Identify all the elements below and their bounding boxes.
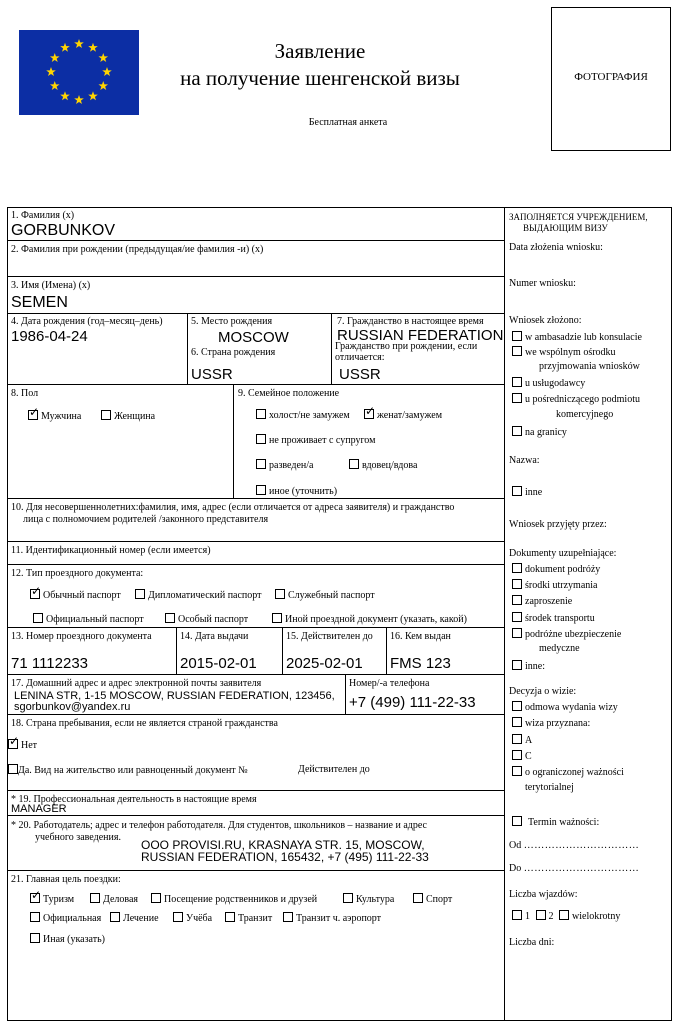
doc-special-label: Особый паспорт — [178, 614, 249, 625]
sidebar-means-label: środki utrzymania — [525, 580, 598, 591]
residence-valid-label: Действителен до — [298, 764, 370, 775]
field-19-label: * 19. Профессиональная деятельность в настоящие время — [11, 794, 257, 805]
employer-value-2[interactable]: RUSSIAN FEDERATION, 165432, +7 (495) 111-22-33 — [141, 850, 429, 864]
purpose-study-label: Учёба — [186, 913, 213, 924]
sidebar-embassy-option[interactable] — [512, 331, 642, 344]
marital-separated-checkbox[interactable] — [256, 434, 266, 444]
field-3-label: 3. Имя (Имена) (x) — [11, 280, 91, 291]
purpose-culture-option[interactable] — [343, 893, 394, 906]
birth-place-value[interactable]: MOSCOW — [218, 329, 289, 346]
sidebar-provider-option[interactable] — [512, 377, 585, 390]
marital-divorced-checkbox[interactable] — [256, 459, 266, 469]
address-value-1[interactable]: LENINA STR, 1-15 MOSCOW, RUSSIAN FEDERATION, 123456, — [14, 690, 335, 702]
title-line-1: Заявление — [274, 39, 366, 63]
sidebar-means-checkbox[interactable] — [512, 579, 522, 589]
sidebar-validity-checkbox[interactable] — [512, 816, 522, 826]
passport-number-value[interactable]: 71 1112233 — [11, 655, 89, 672]
sidebar-accepted: Wniosek przyjęty przez: — [509, 519, 607, 530]
residence-no-checkbox[interactable] — [8, 739, 18, 749]
sidebar-invitation-label: zaproszenie — [525, 596, 573, 607]
sidebar-common-checkbox[interactable] — [512, 346, 522, 356]
marital-single-checkbox[interactable] — [256, 409, 266, 419]
doc-diplomatic-label: Дипломатический паспорт — [148, 590, 262, 601]
surname-value[interactable]: GORBUNKOV — [11, 222, 116, 239]
citizenship-value[interactable]: RUSSIAN FEDERATION — [337, 327, 504, 344]
sidebar-visa-c-option[interactable] — [512, 750, 532, 763]
birth-country-value[interactable]: USSR — [191, 366, 233, 383]
sidebar-intermediary-label: u pośredniczącego podmiotu — [525, 394, 640, 405]
purpose-medical-checkbox[interactable] — [110, 912, 120, 922]
sidebar-common-option[interactable] — [512, 346, 616, 359]
sidebar-travel-doc-checkbox[interactable] — [512, 563, 522, 573]
purpose-visit-checkbox[interactable] — [151, 893, 161, 903]
marital-separated-label: не проживает с супругом — [269, 435, 376, 446]
address-value-2[interactable]: sgorbunkov@yandex.ru — [14, 701, 131, 713]
doc-ordinary-checkbox[interactable] — [30, 589, 40, 599]
occupation-value[interactable]: MANAGER — [11, 803, 67, 815]
purpose-airport-option[interactable] — [283, 912, 381, 925]
sidebar-invitation-option[interactable] — [512, 595, 572, 608]
field-1-label: 1. Фамилия (x) — [11, 210, 75, 221]
residence-yes-checkbox[interactable] — [8, 764, 18, 774]
marital-other-label: иное (уточнить) — [269, 486, 338, 497]
purpose-tourism-option[interactable] — [30, 893, 74, 906]
field-2-label: 2. Фамилия при рождении (предыдущая/ие фамилия -и) (x) — [11, 244, 264, 255]
sidebar-from-dots[interactable]: …………………………… — [523, 840, 640, 851]
issue-date-value[interactable]: 2015-02-01 — [180, 655, 257, 672]
eu-stars-icon — [19, 30, 139, 115]
phone-value[interactable]: +7 (499) 111-22-33 — [349, 694, 476, 711]
field-17-label: 17. Домашний адрес и адрес электронной почты заявителя — [11, 678, 262, 689]
sidebar-refused-label: odmowa wydania wizy — [525, 702, 618, 713]
sidebar-visa-a-label: A — [525, 735, 533, 746]
doc-special-checkbox[interactable] — [165, 613, 175, 623]
purpose-visit-option[interactable] — [151, 893, 317, 906]
photo-label: ФОТОГРАФИЯ — [574, 71, 648, 83]
employer-value-1[interactable]: OOO PROVISI.RU, KRASNAYA STR. 15, MOSCOW, — [141, 838, 425, 852]
photo-box — [551, 7, 671, 151]
doc-ordinary-label: Обычный паспорт — [43, 590, 121, 601]
sidebar-visa-a-option[interactable] — [512, 734, 532, 747]
field-20-label-2: учебного заведения. — [35, 832, 121, 843]
field-20-label-1: * 20. Работодатель; адрес и телефон работодателя. Для студентов, школьников – название и адрес — [11, 820, 427, 831]
sidebar-entries-two-label: 2 — [548, 911, 554, 922]
sidebar-until-label: Do — [509, 863, 522, 874]
doc-ordinary-option[interactable] — [30, 589, 121, 602]
form-title — [160, 38, 480, 92]
sidebar-border-option[interactable] — [512, 426, 567, 439]
sidebar-granted-option[interactable] — [512, 717, 590, 730]
sidebar-docs: Dokumenty uzupełniające: — [509, 548, 617, 559]
purpose-transit-checkbox[interactable] — [225, 912, 235, 922]
sex-male-option[interactable] — [28, 410, 81, 423]
purpose-airport-checkbox[interactable] — [283, 912, 293, 922]
sidebar-validity-option[interactable] — [512, 816, 599, 829]
purpose-business-label: Деловая — [103, 894, 138, 905]
birth-citizenship-value[interactable]: USSR — [339, 366, 381, 383]
doc-official-label: Официальный паспорт — [46, 614, 144, 625]
doc-special-option[interactable] — [165, 613, 248, 626]
sidebar-transport-label: środek transportu — [525, 613, 595, 624]
sidebar-date: Data złożenia wniosku: — [509, 242, 603, 253]
purpose-transit-label: Транзит — [238, 913, 273, 924]
marital-other-checkbox[interactable] — [256, 485, 266, 495]
sidebar-refused-option[interactable] — [512, 701, 618, 714]
sidebar-other-option[interactable] — [512, 486, 542, 499]
sidebar-common-label-2: przyjmowania wniosków — [539, 361, 640, 372]
sidebar-heading-1: ЗАПОЛНЯЕТСЯ УЧРЕЖДЕНИЕМ, — [509, 212, 648, 222]
field-10-label-2: лица с полномочием родителей /законного представителя — [23, 514, 269, 525]
marital-married-label: женат/замужем — [377, 410, 443, 421]
marital-widowed-option[interactable] — [349, 459, 417, 472]
sidebar-intermediary-option[interactable] — [512, 393, 640, 406]
sidebar-limited-checkbox[interactable] — [512, 766, 522, 776]
sex-male-label: Мужчина — [41, 411, 82, 422]
field-5-label: 5. Место рождения — [191, 316, 273, 327]
marital-other-option[interactable] — [256, 485, 337, 498]
purpose-transit-option[interactable] — [225, 912, 272, 925]
marital-single-option[interactable] — [256, 409, 350, 422]
sidebar-intermediary-checkbox[interactable] — [512, 393, 522, 403]
purpose-official-option[interactable] — [30, 912, 101, 925]
purpose-tourism-checkbox[interactable] — [30, 893, 40, 903]
sidebar-from-label: Od — [509, 840, 522, 851]
sidebar-common-label: we wspólnym ośrodku — [525, 347, 616, 358]
purpose-study-checkbox[interactable] — [173, 912, 183, 922]
sidebar-transport-option[interactable] — [512, 612, 595, 625]
doc-official-option[interactable] — [33, 613, 144, 626]
purpose-official-checkbox[interactable] — [30, 912, 40, 922]
field-6-label: 6. Страна рождения — [191, 347, 276, 358]
sidebar-entries-one-checkbox[interactable] — [512, 910, 522, 920]
birth-date-value[interactable]: 1986-04-24 — [11, 328, 88, 345]
doc-diplomatic-option[interactable] — [135, 589, 262, 602]
sex-female-label: Женщина — [114, 411, 156, 422]
purpose-business-checkbox[interactable] — [90, 893, 100, 903]
marital-married-option[interactable] — [364, 409, 442, 422]
marital-widowed-checkbox[interactable] — [349, 459, 359, 469]
sidebar-embassy-checkbox[interactable] — [512, 331, 522, 341]
sidebar-visa-c-label: C — [525, 751, 532, 762]
first-name-value[interactable]: SEMEN — [11, 294, 68, 311]
doc-other-label: Иной проездной документ (указать, какой) — [285, 614, 467, 625]
sidebar-provider-checkbox[interactable] — [512, 377, 522, 387]
sex-female-option[interactable] — [101, 410, 155, 423]
purpose-medical-label: Лечение — [123, 913, 159, 924]
doc-service-label: Служебный паспорт — [288, 590, 375, 601]
field-10-label-1: 10. Для несовершеннолетних:фамилия, имя, адрес (если отличается от адреса заявителя) и гражданство — [11, 502, 455, 513]
sidebar-docs-other-option[interactable] — [512, 660, 545, 673]
doc-diplomatic-checkbox[interactable] — [135, 589, 145, 599]
field-11-label: 11. Идентификационный номер (если имеется) — [11, 545, 211, 556]
sidebar-from-row — [509, 840, 639, 852]
field-17b-label: Номер/-а телефона — [349, 678, 430, 689]
field-14-label: 14. Дата выдачи — [180, 631, 249, 642]
sidebar-insurance-label: podróżne ubezpieczenie — [525, 629, 622, 640]
sidebar-days: Liczba dni: — [509, 937, 555, 948]
doc-official-checkbox[interactable] — [33, 613, 43, 623]
field-13-label: 13. Номер проездного документа — [11, 631, 152, 642]
issued-by-value[interactable]: FMS 123 — [390, 655, 451, 672]
sidebar-limited-label-2: terytorialnej — [525, 782, 574, 793]
marital-separated-option[interactable] — [256, 434, 375, 447]
sidebar-entries-one-label: 1 — [525, 911, 530, 922]
marital-divorced-label: разведен/а — [269, 460, 314, 471]
sidebar-travel-doc-label: dokument podróży — [525, 564, 601, 575]
sidebar-name: Nazwa: — [509, 455, 540, 466]
sidebar-heading-2: ВЫДАЮЩИМ ВИЗУ — [523, 223, 608, 233]
doc-other-checkbox[interactable] — [272, 613, 282, 623]
sidebar-docs-other-label: inne: — [525, 661, 545, 672]
sidebar-entries-options — [512, 910, 620, 923]
sidebar-granted-label: wiza przyznana: — [525, 718, 591, 729]
sidebar-means-option[interactable] — [512, 579, 597, 592]
field-7b-label-2: отличается: — [335, 352, 385, 363]
sidebar-border-label: na granicy — [525, 427, 567, 438]
field-16-label: 16. Кем выдан — [390, 631, 451, 642]
sidebar-granted-checkbox[interactable] — [512, 717, 522, 727]
sidebar-limited-label: o ograniczonej ważności — [525, 767, 624, 778]
marital-single-label: холост/не замужем — [269, 410, 350, 421]
doc-other-option[interactable] — [272, 613, 467, 626]
eu-flag — [19, 30, 139, 115]
residence-yes-label: Да. Вид на жительство или равноценный документ № — [18, 765, 248, 776]
field-15-label: 15. Действителен до — [286, 631, 373, 642]
marital-widowed-label: вдовец/вдова — [362, 460, 418, 471]
form-subtitle: Бесплатная анкета — [308, 117, 388, 128]
purpose-official-label: Официальная — [43, 913, 102, 924]
sidebar-decision: Decyzja o wizie: — [509, 686, 577, 697]
sidebar-insurance-option[interactable] — [512, 628, 621, 641]
sidebar-visa-a-checkbox[interactable] — [512, 734, 522, 744]
sidebar-validity-label: Termin ważności: — [528, 817, 600, 828]
sidebar-transport-checkbox[interactable] — [512, 612, 522, 622]
field-7b-label-1: Гражданство при рождении, если — [335, 341, 478, 352]
sidebar-entries-two-checkbox[interactable] — [536, 910, 546, 920]
field-8-label: 8. Пол — [11, 388, 39, 399]
sidebar-border-checkbox[interactable] — [512, 426, 522, 436]
sidebar-until-row — [509, 863, 639, 875]
purpose-business-option[interactable] — [90, 893, 138, 906]
purpose-sport-label: Спорт — [426, 894, 453, 905]
field-12-label: 12. Тип проездного документа: — [11, 568, 144, 579]
purpose-other-checkbox[interactable] — [30, 933, 40, 943]
sidebar-entries-multiple-label: wielokrotny — [572, 911, 621, 922]
purpose-culture-label: Культура — [356, 894, 395, 905]
doc-service-option[interactable] — [275, 589, 375, 602]
purpose-sport-checkbox[interactable] — [413, 893, 423, 903]
field-9-label: 9. Семейное положение — [238, 388, 340, 399]
sidebar-provider-label: u usługodawcy — [525, 378, 586, 389]
marital-divorced-option[interactable] — [256, 459, 313, 472]
sex-male-checkbox[interactable] — [28, 410, 38, 420]
sidebar-embassy-label: w ambasadzie lub konsulacie — [525, 332, 642, 343]
sidebar-insurance-checkbox[interactable] — [512, 628, 522, 638]
sidebar-docs-other-checkbox[interactable] — [512, 660, 522, 670]
field-18-label: 18. Страна пребывания, если не является страной гражданства — [11, 718, 278, 729]
sidebar-until-dots[interactable]: …………………………… — [523, 863, 640, 874]
purpose-culture-checkbox[interactable] — [343, 893, 353, 903]
sidebar-entries-multiple-checkbox[interactable] — [559, 910, 569, 920]
field-7-label: 7. Гражданство в настоящее время — [337, 316, 484, 327]
marital-married-checkbox[interactable] — [364, 409, 374, 419]
sidebar-submitted: Wniosek złożono: — [509, 315, 582, 326]
sidebar-number: Numer wniosku: — [509, 278, 576, 289]
field-4-label: 4. Дата рождения (год–месяц–день) — [11, 316, 163, 327]
field-21-label: 21. Главная цель поездки: — [11, 874, 121, 885]
valid-until-value[interactable]: 2025-02-01 — [286, 655, 363, 672]
purpose-medical-option[interactable] — [110, 912, 159, 925]
purpose-other-label: Иная (указать) — [43, 934, 105, 945]
purpose-airport-label: Транзит ч. аэропорт — [296, 913, 382, 924]
title-line-2: на получение шенгенской визы — [180, 66, 460, 90]
residence-no-option[interactable] — [8, 739, 37, 752]
sidebar-entries: Liczba wjazdów: — [509, 889, 578, 900]
sidebar-refused-checkbox[interactable] — [512, 701, 522, 711]
sidebar-invitation-checkbox[interactable] — [512, 595, 522, 605]
sidebar-other-checkbox[interactable] — [512, 486, 522, 496]
sidebar-travel-doc-option[interactable] — [512, 563, 600, 576]
purpose-other-option[interactable] — [30, 933, 105, 946]
doc-service-checkbox[interactable] — [275, 589, 285, 599]
sidebar-other-label: inne — [525, 487, 543, 498]
sidebar-limited-option[interactable] — [512, 766, 624, 779]
sidebar-intermediary-label-2: komercyjnego — [556, 409, 614, 420]
sidebar-visa-c-checkbox[interactable] — [512, 750, 522, 760]
purpose-tourism-label: Туризм — [43, 894, 75, 905]
purpose-sport-option[interactable] — [413, 893, 452, 906]
purpose-visit-label: Посещение родственников и друзей — [164, 894, 318, 905]
purpose-study-option[interactable] — [173, 912, 212, 925]
sidebar-insurance-label-2: medyczne — [539, 643, 580, 654]
residence-no-label: Нет — [21, 740, 38, 751]
sex-female-checkbox[interactable] — [101, 410, 111, 420]
residence-yes-option[interactable] — [8, 764, 248, 777]
